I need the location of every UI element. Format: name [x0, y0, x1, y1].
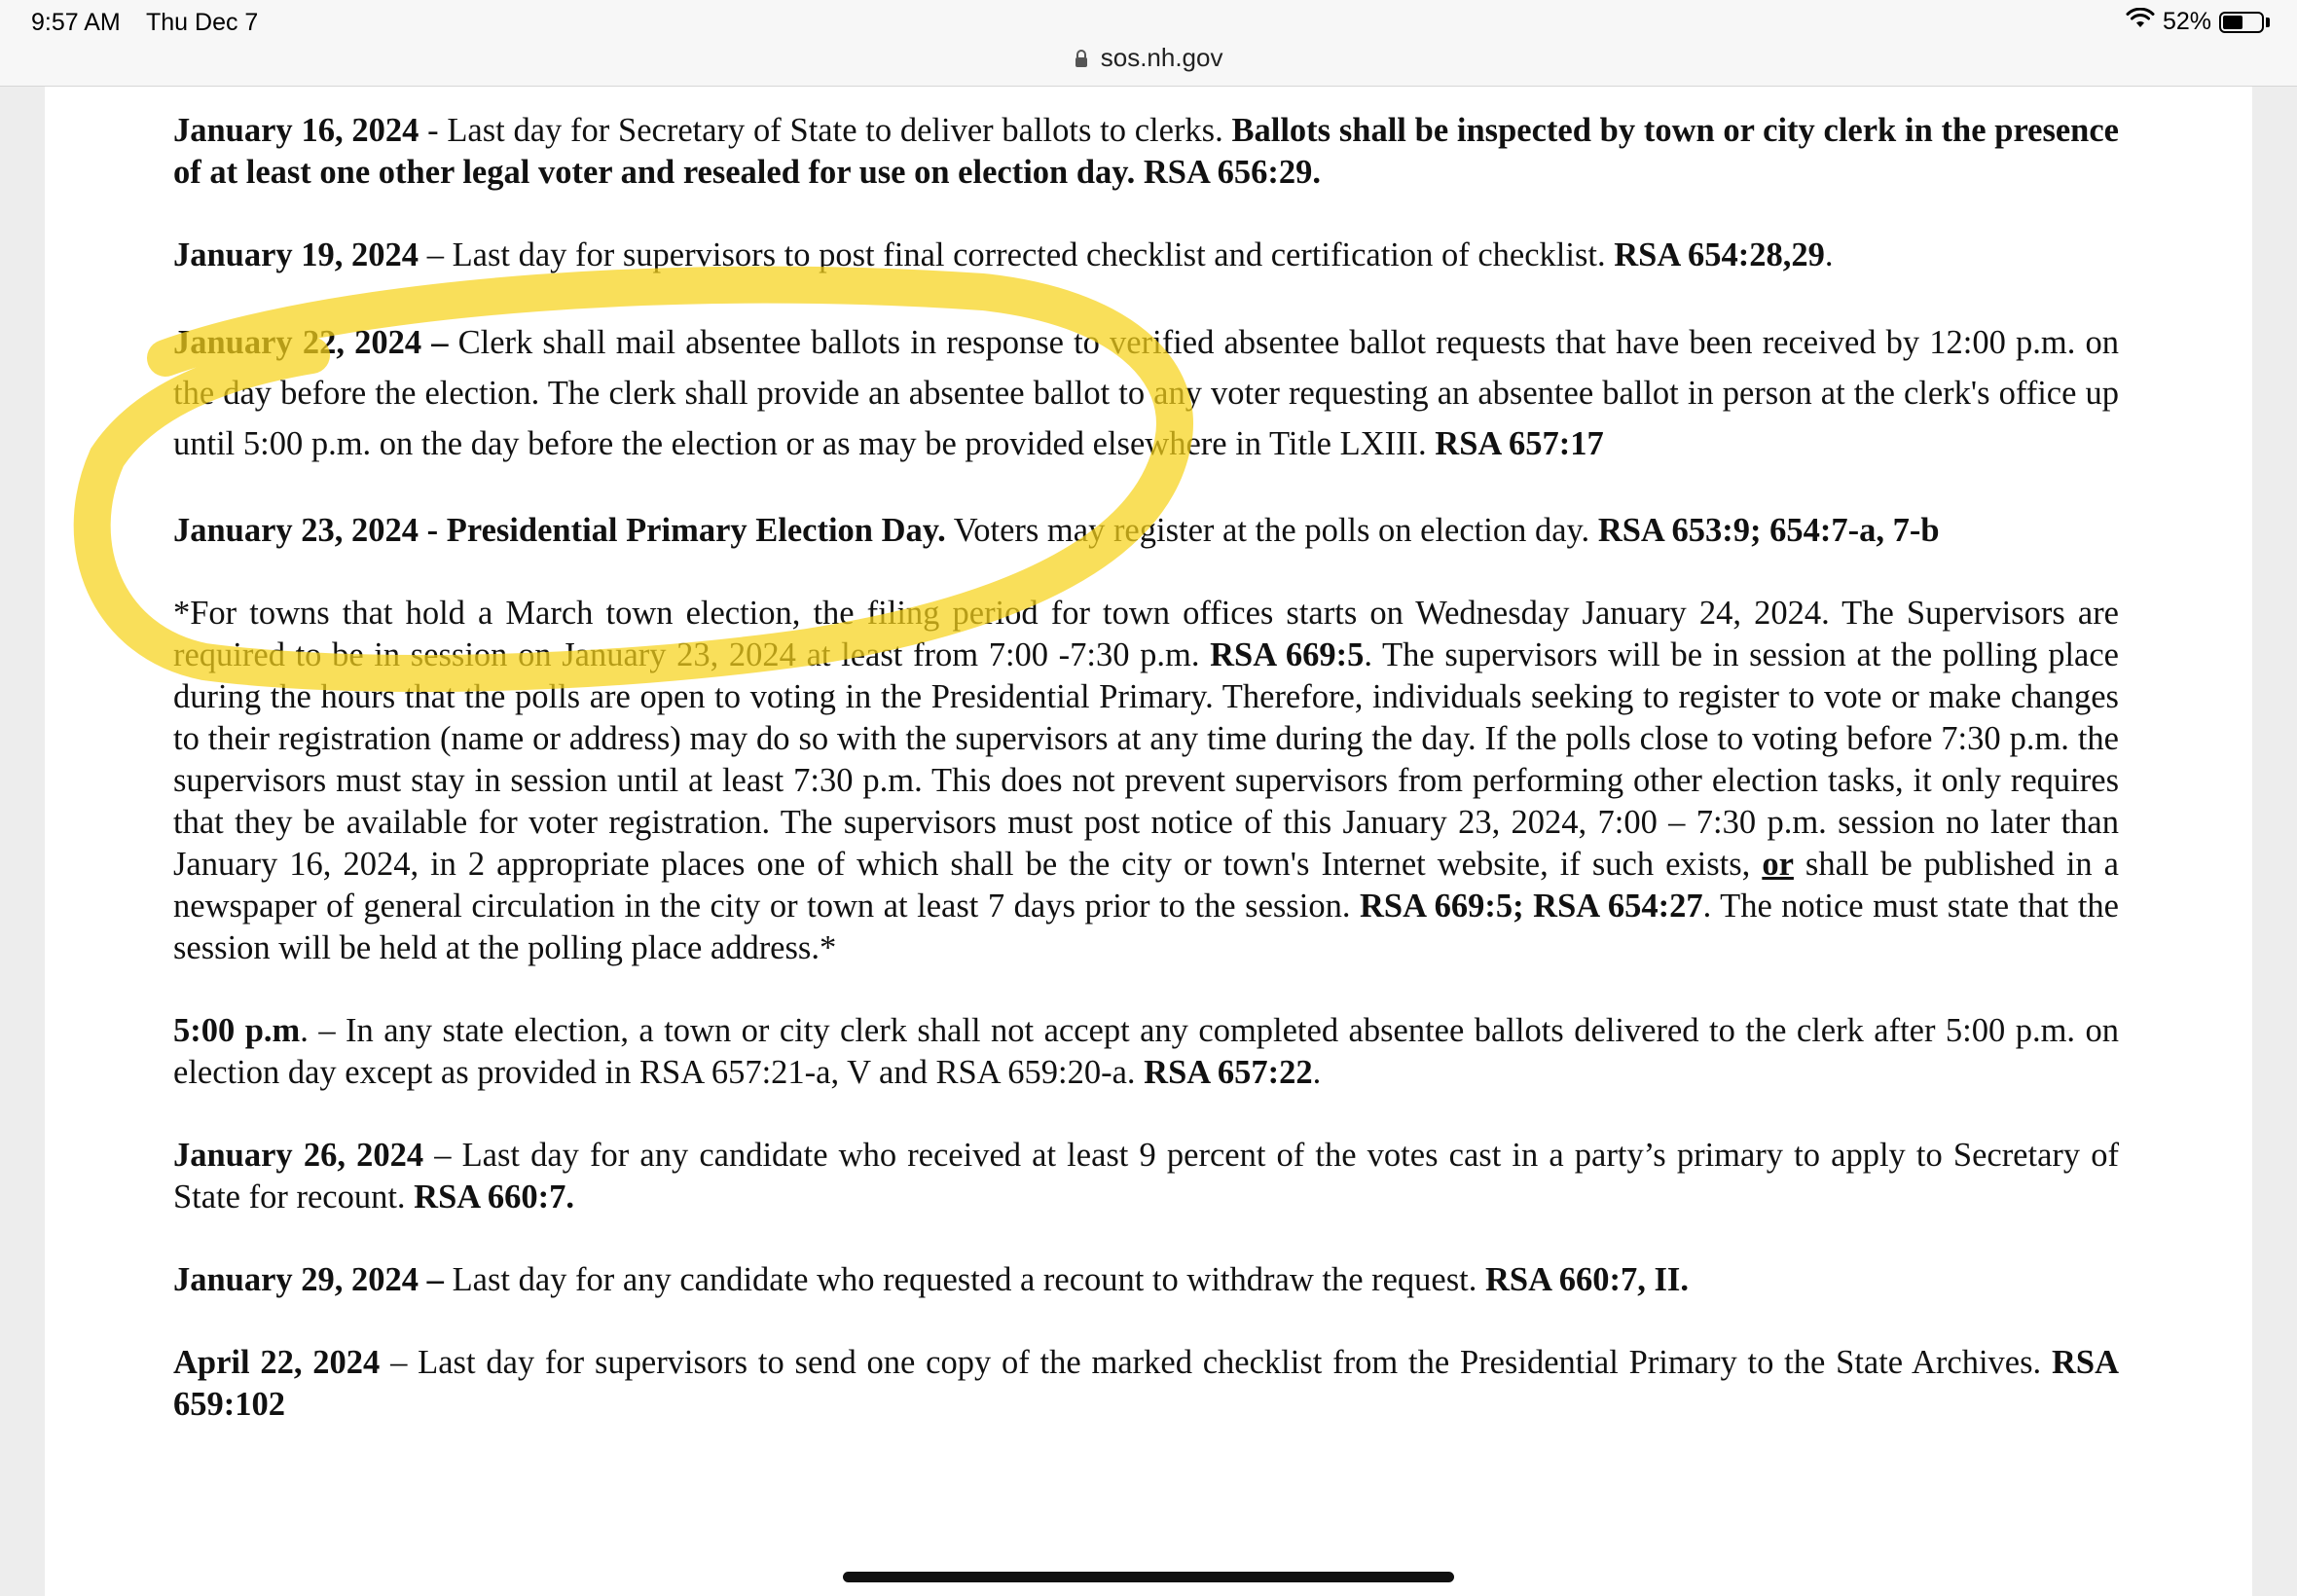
url-text: sos.nh.gov [1100, 43, 1223, 72]
paragraph-jan-26 [173, 1135, 2119, 1218]
rsa-citation: RSA 669:5; RSA 654:27 [1359, 888, 1703, 925]
date-label: January 16, 2024 [173, 112, 419, 149]
document-content [173, 110, 2119, 1467]
rsa-citation: RSA 660:7. [414, 1179, 575, 1215]
paragraph-jan-22 [173, 317, 2119, 469]
paragraph-apr-22 [173, 1342, 2119, 1426]
paragraph-jan-19 [173, 235, 2119, 276]
paragraph-jan-23 [173, 510, 2119, 552]
election-day-label: January 23, 2024 - Presidential Primary Election Day. [173, 512, 946, 549]
paragraph-jan-16 [173, 110, 2119, 194]
paragraph-text: . The notice must state that the session will be held at the polling place address.* [173, 888, 2119, 966]
bold-text: Ballots shall be inspected by town or city clerk in the presence of at least one other legal voter and resealed for use on election day. RSA 656:29. [173, 112, 2120, 191]
paragraph-text: - Last day for Secretary of State to deliver ballots to clerks. [419, 112, 1232, 149]
rsa-citation: RSA 653:9; 654:7-a, 7-b [1597, 512, 1940, 549]
paragraph-text: . – In any state election, a town or city clerk shall not accept any completed absentee ballots delivered to the clerk after 5:00 p.m. on election day except as provided in RSA 657:21-a, V and RSA 659:20-a. [173, 1012, 2119, 1091]
paragraph-supervisors-note [173, 593, 2119, 969]
paragraph-text: – Last day for supervisors to post final corrected checklist and certification of checklist. [419, 236, 1615, 273]
paragraph-text: – Last day for supervisors to send one copy of the marked checklist from the Presidential Primary to the State Archives. [380, 1344, 2052, 1381]
battery-cap [2266, 18, 2270, 27]
rsa-citation: RSA 669:5 [1210, 636, 1365, 673]
status-date: Thu Dec 7 [146, 9, 259, 36]
rsa-citation: RSA 660:7, II. [1485, 1261, 1689, 1298]
paragraph-text: . The supervisors will be in session at the polling place during the hours that the polls are open to voting in the Presidential Primary. Therefore, individuals seeking to register to vote or make changes to their registration (name or address) may do so with the supervisors at any time during the day. If the polls close to voting before 7:30 p.m. the supervisors must stay in session until at least 7:30 p.m. This does not prevent supervisors from performing other election tasks, it only requires that they be available for voter registration. The supervisors must post notice of this January 23, 2024, 7:00 – 7:30 p.m. session no later than January 16, 2024, in 2 appropriate places one of which shall be the city or town's Internet website, if such exists, [173, 636, 2119, 883]
date-label: April 22, 2024 [173, 1344, 381, 1381]
paragraph-tail: . [1824, 236, 1834, 273]
status-bar [0, 0, 2297, 87]
battery-icon [2219, 12, 2264, 33]
address-bar[interactable] [0, 43, 2297, 75]
paragraph-text: shall be published in a newspaper of general circulation in the city or town at least 7 days prior to the session. [173, 846, 2119, 925]
date-label: January 19, 2024 [173, 236, 419, 273]
time-label: 5:00 p.m [173, 1012, 301, 1049]
date-label: January 29, 2024 – [173, 1261, 444, 1298]
date-label: January 26, 2024 [173, 1137, 424, 1174]
paragraph-text: *For towns that hold a March town election, the filing period for town offices starts on Wednesday January 24, 2024. The Supervisors are required to be in session on January 23, 2024 at least from 7:00 -7:30 p.m. [173, 595, 2119, 673]
paragraph-text: Last day for any candidate who requested a recount to withdraw the request. [443, 1261, 1486, 1298]
wifi-icon [2126, 8, 2155, 36]
rsa-citation: RSA 657:22 [1144, 1054, 1313, 1091]
battery-percent: 52% [2162, 8, 2211, 35]
rsa-citation: RSA 654:28,29 [1614, 236, 1825, 273]
lock-icon [1075, 45, 1088, 75]
paragraph-text: Clerk shall mail absentee ballots in response to verified absentee ballot requests that have been received by 12:00 p.m. on the day before the election. The clerk shall provide an absentee ballot to any voter requesting an absentee ballot in person at the clerk's office up until 5:00 p.m. on the day before the election or as may be provided elsewhere in Title LXIII. [173, 324, 2120, 462]
underlined-or: or [1762, 846, 1794, 883]
document-page [45, 87, 2252, 1596]
date-label: January 22, 2024 – [173, 324, 449, 361]
status-time: 9:57 AM [31, 9, 121, 36]
home-indicator[interactable] [843, 1572, 1454, 1582]
paragraph-5pm [173, 1010, 2119, 1094]
status-indicators [2126, 8, 2270, 36]
rsa-citation: RSA 657:17 [1435, 425, 1604, 462]
paragraph-text: Voters may register at the polls on election day. [945, 512, 1598, 549]
paragraph-text: – Last day for any candidate who received at least 9 percent of the votes cast in a party’s primary to apply to Secretary of State for recount. [173, 1137, 2119, 1215]
rsa-citation: RSA 659:102 [173, 1344, 2119, 1423]
paragraph-tail: . [1312, 1054, 1322, 1091]
paragraph-jan-29 [173, 1259, 2119, 1301]
